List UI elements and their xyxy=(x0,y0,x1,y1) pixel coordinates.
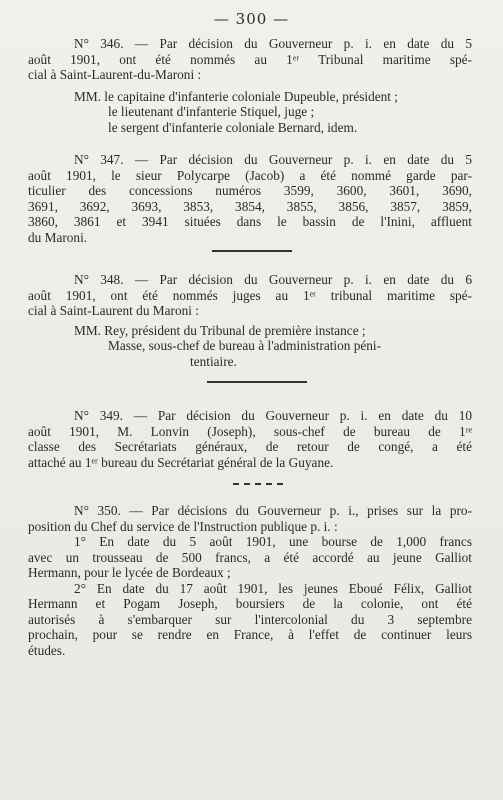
paragraph-line: Hermann et Pogam Joseph, boursiers de la colonie, ont été xyxy=(28,596,472,611)
paragraph-line: 2° En date du 17 août 1901, les jeunes Eboué Félix, Galliot xyxy=(74,580,472,596)
paragraph-line: N° 347. — Par décision du Gouverneur p. i. en date du 5 xyxy=(74,152,472,167)
paragraph-line: prochain, pour se rendre en France, à l'effet de continuer leurs xyxy=(28,627,472,642)
paragraph-line: avec un trousseau de 500 francs, a été accordé au jeune Galliot xyxy=(28,549,472,565)
paragraph-line: ticulier des concessions numéros 3599, 3600, 3601, 3690, xyxy=(28,183,472,198)
member-line: MM. le capitaine d'infanterie coloniale Dupeuble, président ; xyxy=(74,88,398,104)
member-line: MM. Rey, président du Tribunal de première instance ; xyxy=(74,322,366,338)
paragraph-line: N° 349. — Par décision du Gouverneur p. i. en date du 10 xyxy=(74,408,472,423)
paragraph-line: cial à Saint-Laurent du Maroni : xyxy=(28,303,199,318)
paragraph-line: attaché au 1ᵉʳ bureau du Secrétariat général de la Guyane. xyxy=(28,454,334,470)
decision-348 xyxy=(28,272,472,369)
paragraph-line: 3860, 3861 et 3941 situées dans le bassin de l'Inini, affluent xyxy=(28,214,472,229)
page-number: — 300 — xyxy=(213,10,290,28)
paragraph-line: N° 350. — Par décisions du Gouverneur p. i., prises sur la pro- xyxy=(74,503,472,518)
paragraph-line: études. xyxy=(28,642,66,658)
member-line: Masse, sous-chef de bureau à l'administration péni- xyxy=(108,338,382,353)
paragraph-line: août 1901, M. Lonvin (Joseph), sous-chef de bureau de 1ʳᵉ xyxy=(28,423,472,439)
paragraph-line: classe des Secrétariats généraux, de retour de congé, a été xyxy=(28,439,472,454)
section-divider xyxy=(233,483,283,485)
paragraph-line: août 1901, ont été nommés au 1ᵉʳ Tribunal maritime spé- xyxy=(28,51,472,67)
decision-346 xyxy=(28,36,472,135)
member-line: le sergent d'infanterie coloniale Bernard, idem. xyxy=(108,119,358,135)
member-line: le lieutenant d'infanterie Stiquel, juge ; xyxy=(108,104,315,119)
paragraph-line: août 1901, ont été nommés juges au 1ᵉʳ tribunal maritime spé- xyxy=(28,287,472,303)
decision-347 xyxy=(28,152,472,245)
member-line: tentiaire. xyxy=(190,353,237,369)
paragraph-line: cial à Saint-Laurent-du-Maroni : xyxy=(28,67,202,82)
paragraph-line: 3691, 3692, 3693, 3853, 3854, 3855, 3856, 3857, 3859, xyxy=(28,198,472,214)
section-divider xyxy=(207,381,307,383)
decision-350 xyxy=(28,503,472,658)
decision-349 xyxy=(28,408,472,470)
section-divider xyxy=(212,250,292,252)
paragraph-line: autorisés à s'embarquer sur l'intercolonial du 3 septembre xyxy=(28,611,472,627)
paragraph-line: N° 346. — Par décision du Gouverneur p. i. en date du 5 xyxy=(74,36,472,51)
paragraph-line: 1° En date du 5 août 1901, une bourse de 1,000 francs xyxy=(74,534,472,549)
paragraph-line: août 1901, le sieur Polycarpe (Jacob) a été nommé garde par- xyxy=(28,167,472,183)
paragraph-line: du Maroni. xyxy=(28,229,88,245)
paragraph-line: position du Chef du service de l'Instruction publique p. i. : xyxy=(28,518,338,534)
paragraph-line: N° 348. — Par décision du Gouverneur p. i. en date du 6 xyxy=(74,272,472,287)
paragraph-line: Hermann, pour le lycée de Bordeaux ; xyxy=(28,565,231,580)
